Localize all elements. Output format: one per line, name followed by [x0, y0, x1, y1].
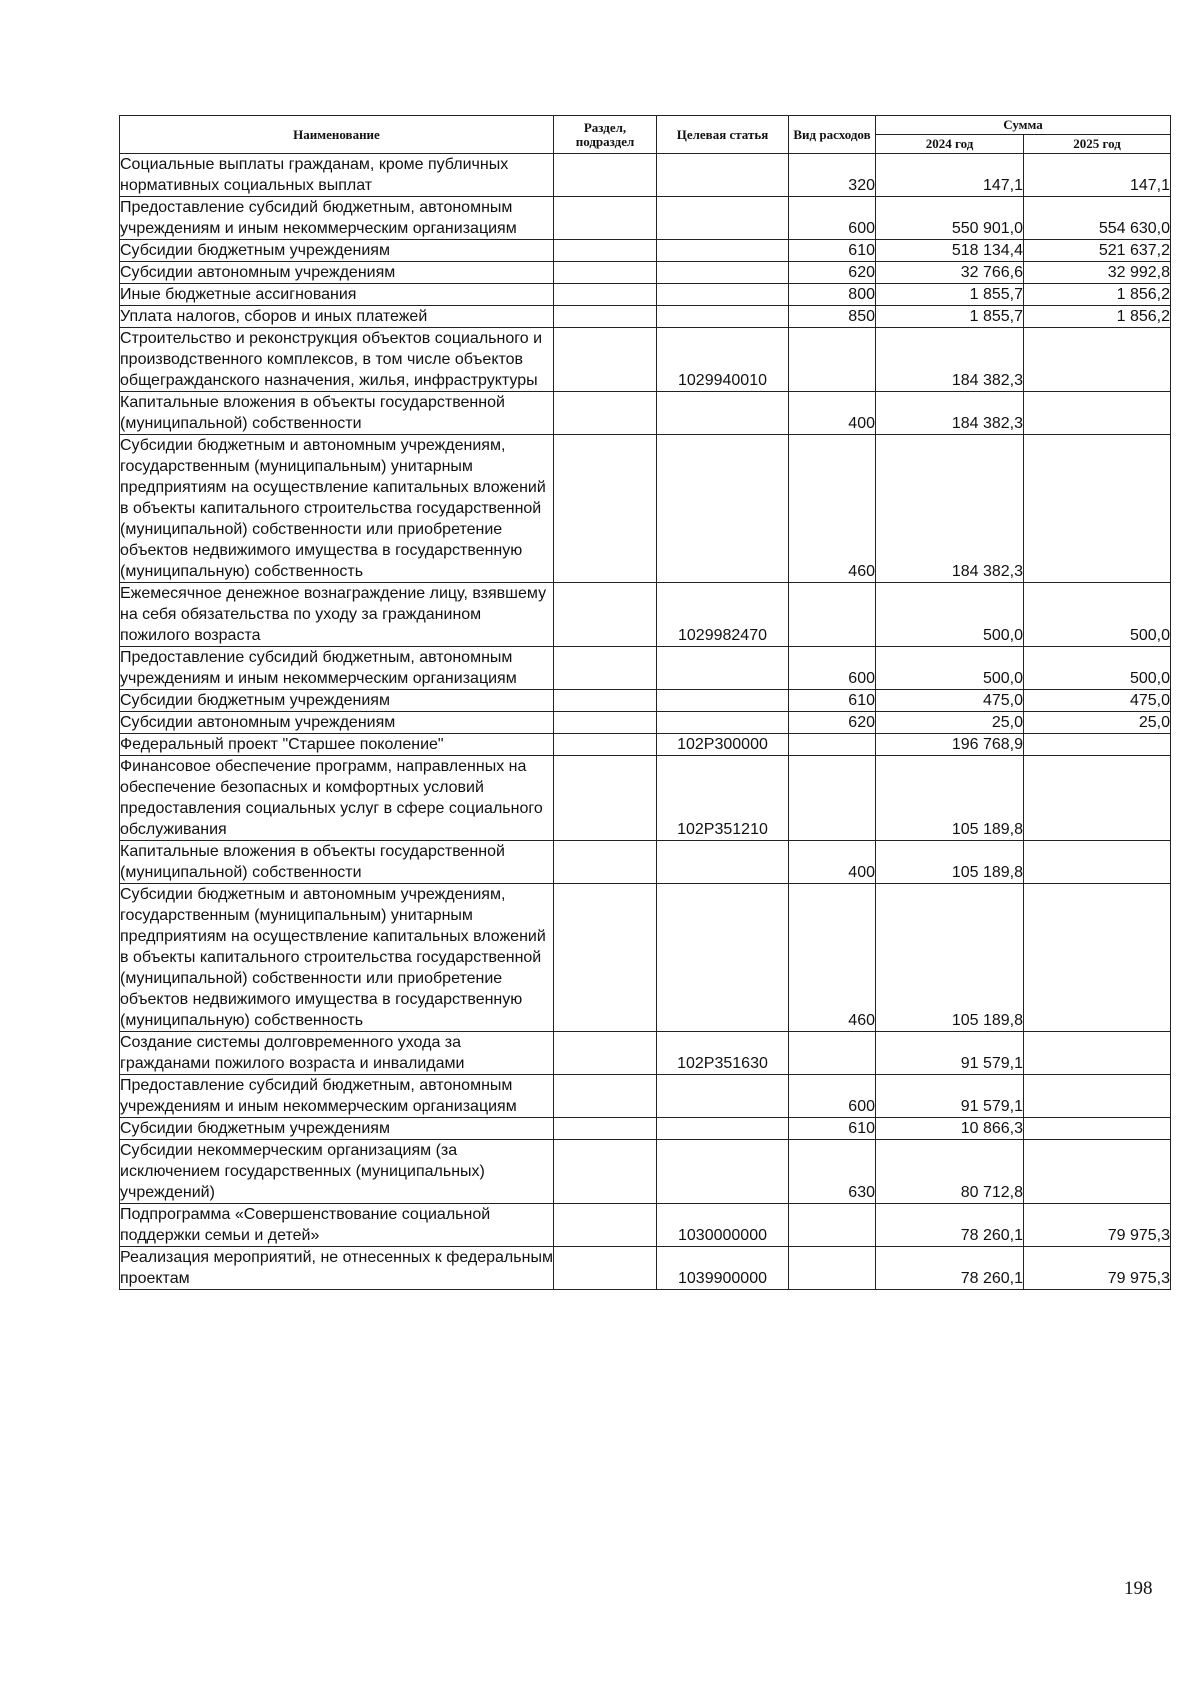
cell-kind: [789, 1247, 876, 1290]
table-row: [120, 712, 1171, 734]
cell-kind: 460: [789, 884, 876, 1032]
table-row: [120, 262, 1171, 284]
cell-2025: [1024, 841, 1171, 884]
cell-2024: 500,0: [876, 583, 1024, 647]
cell-2025: 32 992,8: [1024, 262, 1171, 284]
cell-kind: 800: [789, 284, 876, 306]
cell-kind: [789, 328, 876, 392]
cell-2025: 79 975,3: [1024, 1204, 1171, 1247]
table-body: [120, 154, 1171, 1290]
table-row: [120, 884, 1171, 1032]
cell-kind: 460: [789, 435, 876, 583]
cell-2024: 518 134,4: [876, 240, 1024, 262]
table-row: [120, 1140, 1171, 1204]
cell-kind: [789, 734, 876, 756]
cell-target: [657, 712, 789, 734]
table-row: [120, 328, 1171, 392]
cell-target: [657, 306, 789, 328]
cell-2024: 25,0: [876, 712, 1024, 734]
cell-2024: 32 766,6: [876, 262, 1024, 284]
table-row: [120, 647, 1171, 690]
cell-2025: 521 637,2: [1024, 240, 1171, 262]
table-row: [120, 756, 1171, 841]
cell-2024: 475,0: [876, 690, 1024, 712]
cell-2025: 500,0: [1024, 583, 1171, 647]
cell-section: [554, 392, 657, 435]
cell-2024: 500,0: [876, 647, 1024, 690]
table-row: [120, 154, 1171, 197]
header-sum: Сумма: [876, 116, 1171, 135]
table-row: [120, 435, 1171, 583]
cell-kind: 610: [789, 240, 876, 262]
table-row: [120, 284, 1171, 306]
cell-section: [554, 306, 657, 328]
cell-2025: 1 856,2: [1024, 306, 1171, 328]
cell-target: 1029982470: [657, 583, 789, 647]
cell-name: Иные бюджетные ассигнования: [120, 284, 554, 306]
cell-section: [554, 328, 657, 392]
cell-target: [657, 690, 789, 712]
header-2025: 2025 год: [1024, 135, 1171, 154]
table-row: [120, 1032, 1171, 1075]
header-target: Целевая статья: [657, 116, 789, 154]
cell-name: Субсидии автономным учреждениям: [120, 262, 554, 284]
table-row: [120, 1075, 1171, 1118]
cell-name: Субсидии бюджетным учреждениям: [120, 690, 554, 712]
cell-section: [554, 583, 657, 647]
cell-target: [657, 262, 789, 284]
cell-name: Субсидии автономным учреждениям: [120, 712, 554, 734]
cell-kind: 630: [789, 1140, 876, 1204]
cell-name: Строительство и реконструкция объектов социального и производственного комплексов, в том числе объектов общегражданского назначения, жилья, инфраструктуры: [120, 328, 554, 392]
cell-target: [657, 284, 789, 306]
cell-section: [554, 1118, 657, 1140]
cell-section: [554, 690, 657, 712]
cell-2024: 91 579,1: [876, 1075, 1024, 1118]
cell-kind: 620: [789, 262, 876, 284]
cell-2025: [1024, 1140, 1171, 1204]
cell-2024: 184 382,3: [876, 328, 1024, 392]
table-row: [120, 1204, 1171, 1247]
cell-section: [554, 712, 657, 734]
cell-target: [657, 884, 789, 1032]
cell-2025: [1024, 1075, 1171, 1118]
cell-name: Реализация мероприятий, не отнесенных к федеральным проектам: [120, 1247, 554, 1290]
cell-2024: 147,1: [876, 154, 1024, 197]
cell-2024: 78 260,1: [876, 1204, 1024, 1247]
cell-target: [657, 1140, 789, 1204]
table-row: [120, 197, 1171, 240]
cell-name: Капитальные вложения в объекты государственной (муниципальной) собственности: [120, 392, 554, 435]
cell-2024: 184 382,3: [876, 392, 1024, 435]
cell-2024: 1 855,7: [876, 284, 1024, 306]
cell-2025: [1024, 1032, 1171, 1075]
cell-2025: [1024, 734, 1171, 756]
cell-kind: 850: [789, 306, 876, 328]
cell-target: [657, 1075, 789, 1118]
page-number: 198: [1124, 1578, 1153, 1599]
cell-2024: 196 768,9: [876, 734, 1024, 756]
cell-name: Ежемесячное денежное вознаграждение лицу, взявшему на себя обязательства по уходу за гражданином пожилого возраста: [120, 583, 554, 647]
cell-2025: 1 856,2: [1024, 284, 1171, 306]
cell-target: 1030000000: [657, 1204, 789, 1247]
cell-target: [657, 435, 789, 583]
cell-target: [657, 154, 789, 197]
cell-name: Капитальные вложения в объекты государственной (муниципальной) собственности: [120, 841, 554, 884]
cell-name: Субсидии бюджетным учреждениям: [120, 240, 554, 262]
cell-kind: [789, 1204, 876, 1247]
cell-2024: 78 260,1: [876, 1247, 1024, 1290]
cell-section: [554, 884, 657, 1032]
cell-2024: 10 866,3: [876, 1118, 1024, 1140]
cell-kind: [789, 756, 876, 841]
cell-name: Субсидии бюджетным учреждениям: [120, 1118, 554, 1140]
cell-section: [554, 647, 657, 690]
cell-2024: 184 382,3: [876, 435, 1024, 583]
cell-section: [554, 262, 657, 284]
cell-name: Уплата налогов, сборов и иных платежей: [120, 306, 554, 328]
cell-2025: 147,1: [1024, 154, 1171, 197]
cell-name: Финансовое обеспечение программ, направленных на обеспечение безопасных и комфортных условий предоставления социальных услуг в сфере социального обслуживания: [120, 756, 554, 841]
cell-2024: 91 579,1: [876, 1032, 1024, 1075]
cell-2025: 554 630,0: [1024, 197, 1171, 240]
cell-2025: [1024, 435, 1171, 583]
table-header: [120, 116, 1171, 154]
cell-2024: 1 855,7: [876, 306, 1024, 328]
cell-2025: [1024, 328, 1171, 392]
cell-kind: 610: [789, 690, 876, 712]
cell-2024: 105 189,8: [876, 756, 1024, 841]
table-row: [120, 583, 1171, 647]
cell-kind: 610: [789, 1118, 876, 1140]
cell-name: Субсидии некоммерческим организациям (за исключением государственных (муниципальных) учреждений): [120, 1140, 554, 1204]
cell-kind: 600: [789, 197, 876, 240]
cell-section: [554, 197, 657, 240]
cell-kind: 600: [789, 1075, 876, 1118]
cell-kind: 400: [789, 392, 876, 435]
cell-kind: 320: [789, 154, 876, 197]
cell-2025: [1024, 1118, 1171, 1140]
cell-2024: 550 901,0: [876, 197, 1024, 240]
cell-2025: [1024, 884, 1171, 1032]
cell-2024: 105 189,8: [876, 841, 1024, 884]
cell-section: [554, 1075, 657, 1118]
cell-name: Субсидии бюджетным и автономным учреждениям, государственным (муниципальным) унитарным предприятиям на осуществление капитальных вложений в объекты капитального строительства государственной (муниципальной) собственности или приобретение объектов недвижимого имущества в государственную (муниципальную) собственность: [120, 435, 554, 583]
cell-kind: 600: [789, 647, 876, 690]
cell-target: 102P300000: [657, 734, 789, 756]
cell-2025: 500,0: [1024, 647, 1171, 690]
cell-name: Создание системы долговременного ухода за гражданами пожилого возраста и инвалидами: [120, 1032, 554, 1075]
cell-name: Федеральный проект "Старшее поколение": [120, 734, 554, 756]
header-kind: Вид расходов: [789, 116, 876, 154]
cell-target: 102P351630: [657, 1032, 789, 1075]
cell-section: [554, 756, 657, 841]
cell-section: [554, 154, 657, 197]
cell-section: [554, 1204, 657, 1247]
cell-target: [657, 647, 789, 690]
cell-kind: [789, 1032, 876, 1075]
cell-target: [657, 197, 789, 240]
cell-2025: [1024, 756, 1171, 841]
cell-target: 1029940010: [657, 328, 789, 392]
cell-section: [554, 734, 657, 756]
cell-kind: 400: [789, 841, 876, 884]
cell-section: [554, 1140, 657, 1204]
cell-kind: [789, 583, 876, 647]
cell-target: [657, 392, 789, 435]
cell-name: Социальные выплаты гражданам, кроме публичных нормативных социальных выплат: [120, 154, 554, 197]
cell-target: [657, 240, 789, 262]
table-row: [120, 306, 1171, 328]
cell-name: Предоставление субсидий бюджетным, автономным учреждениям и иным некоммерческим организациям: [120, 1075, 554, 1118]
cell-section: [554, 841, 657, 884]
cell-section: [554, 284, 657, 306]
cell-target: [657, 1118, 789, 1140]
cell-name: Подпрограмма «Совершенствование социальной поддержки семьи и детей»: [120, 1204, 554, 1247]
table-row: [120, 1247, 1171, 1290]
cell-2025: [1024, 392, 1171, 435]
budget-table: [119, 115, 1171, 1290]
cell-target: [657, 841, 789, 884]
header-section: Раздел, подраздел: [554, 116, 657, 154]
table-row: [120, 240, 1171, 262]
cell-target: 102P351210: [657, 756, 789, 841]
cell-section: [554, 1032, 657, 1075]
table-row: [120, 734, 1171, 756]
cell-2024: 105 189,8: [876, 884, 1024, 1032]
table-row: [120, 690, 1171, 712]
cell-name: Предоставление субсидий бюджетным, автономным учреждениям и иным некоммерческим организациям: [120, 647, 554, 690]
cell-name: Субсидии бюджетным и автономным учреждениям, государственным (муниципальным) унитарным предприятиям на осуществление капитальных вложений в объекты капитального строительства государственной (муниципальной) собственности или приобретение объектов недвижимого имущества в государственную (муниципальную) собственность: [120, 884, 554, 1032]
table-row: [120, 1118, 1171, 1140]
cell-section: [554, 1247, 657, 1290]
cell-2025: 25,0: [1024, 712, 1171, 734]
header-name: Наименование: [120, 116, 554, 154]
cell-2025: 475,0: [1024, 690, 1171, 712]
cell-kind: 620: [789, 712, 876, 734]
cell-name: Предоставление субсидий бюджетным, автономным учреждениям и иным некоммерческим организациям: [120, 197, 554, 240]
header-2024: 2024 год: [876, 135, 1024, 154]
cell-2024: 80 712,8: [876, 1140, 1024, 1204]
cell-section: [554, 435, 657, 583]
cell-2025: 79 975,3: [1024, 1247, 1171, 1290]
table-row: [120, 392, 1171, 435]
table-row: [120, 841, 1171, 884]
cell-section: [554, 240, 657, 262]
cell-target: 1039900000: [657, 1247, 789, 1290]
